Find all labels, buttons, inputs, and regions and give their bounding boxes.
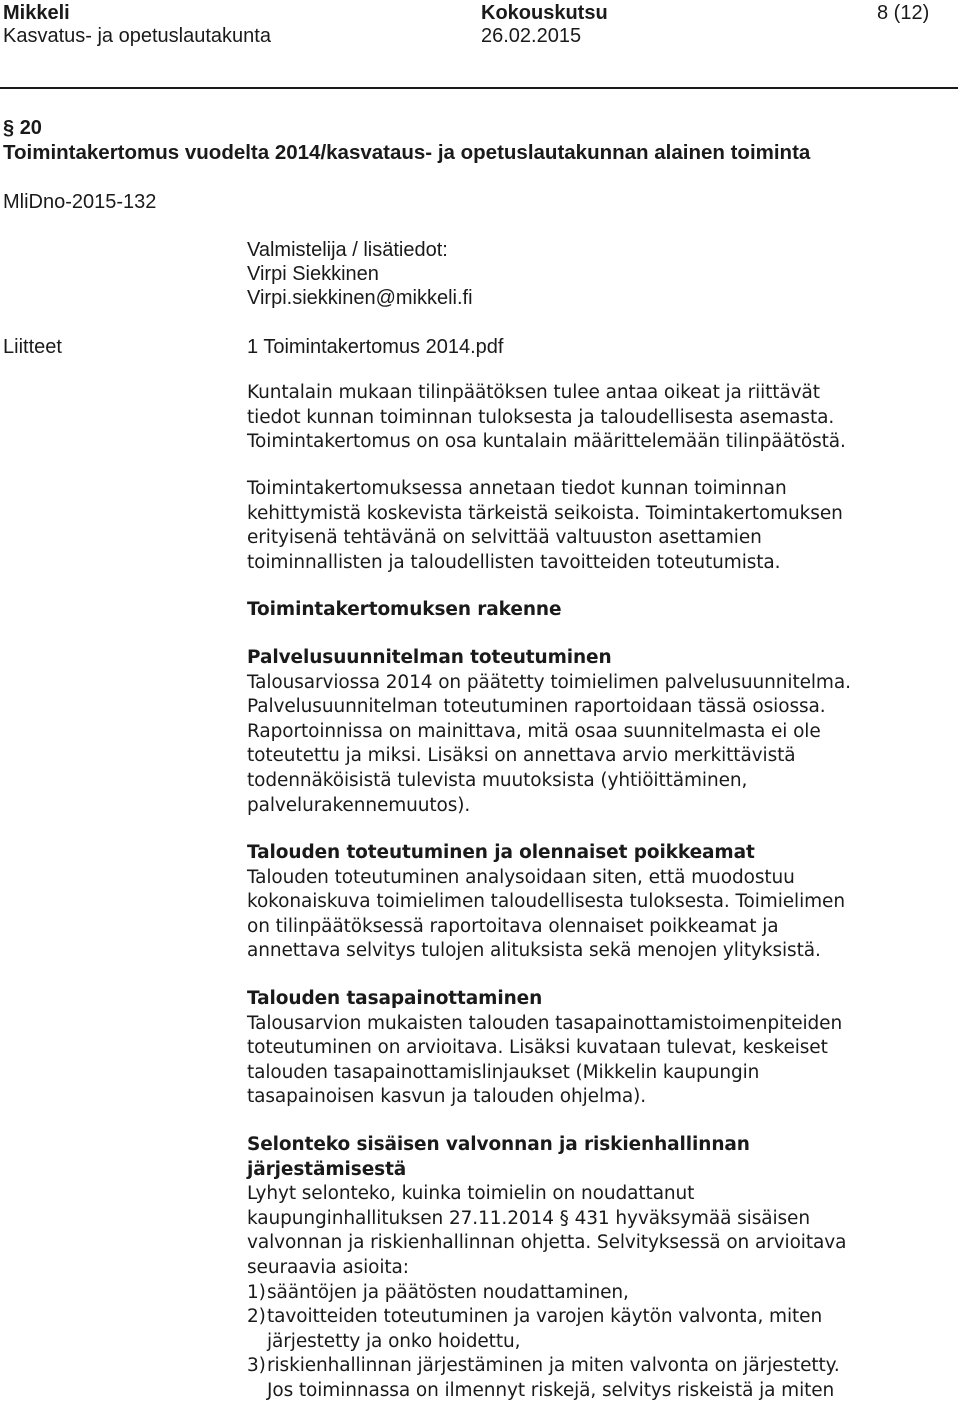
text-line: seuraavia asioita: xyxy=(247,1256,409,1278)
heading-structure: Toimintakertomuksen rakenne xyxy=(247,599,562,620)
heading-service-plan: Palvelusuunnitelman toteutuminen xyxy=(247,647,612,668)
section-sign: § xyxy=(3,117,15,139)
text-line: Palvelusuunnitelman toteutuminen raportoidaan tässä osiossa. xyxy=(247,696,826,718)
text-line: Kuntalain mukaan tilinpäätöksen tulee antaa oikeat ja riittävät xyxy=(247,382,820,403)
text-line: Talouden toteutuminen analysoidaan siten, että muodostuu xyxy=(247,866,795,888)
text-line: kehittymistä koskevista tärkeistä seikoista. Toimintakertomuksen xyxy=(247,502,843,524)
header-divider xyxy=(0,87,958,89)
text-line: tiedot kunnan toiminnan tuloksesta ja taloudellisesta asemasta. xyxy=(247,406,835,428)
text-line: Lyhyt selonteko, kuinka toimielin on noudattanut xyxy=(247,1183,695,1205)
text-line: riskienhallinnan järjestäminen ja miten valvonta on järjestetty. xyxy=(267,1355,840,1377)
preparer-block xyxy=(247,238,473,310)
heading-balance: Talouden tasapainottaminen xyxy=(247,988,543,1009)
text-line: Talousarvion mukaisten talouden tasapainottamistoimenpiteiden xyxy=(247,1012,843,1034)
heading-internal-control: Selonteko sisäisen valvonnan ja riskienhallinnan xyxy=(247,1134,750,1155)
text-line: sääntöjen ja päätösten noudattaminen, xyxy=(267,1281,629,1303)
text-line: kokonaiskuva toimielimen taloudellisesta tuloksesta. Toimielimen xyxy=(247,891,845,913)
text-line: toteutettu ja miksi. Lisäksi on annettava arvio merkittävistä xyxy=(247,745,796,767)
section-internal-control xyxy=(247,1133,947,1404)
text-line: Talousarviossa 2014 on päätetty toimielimen palvelusuunnitelma. xyxy=(247,671,851,693)
text-line: on tilinpäätöksessä raportoitava olennaiset poikkeamat ja xyxy=(247,915,779,937)
header-doc-type: Kokouskutsu xyxy=(481,2,608,24)
list-number: 2) xyxy=(247,1306,266,1328)
text-line: todennäköisistä tulevista muutoksista (yhtiöittäminen, xyxy=(247,769,748,791)
item-number xyxy=(3,116,42,140)
section-finance xyxy=(247,841,947,964)
header-org: Mikkeli xyxy=(3,2,70,24)
text-line: valvonnan ja riskienhallinnan ohjetta. Selvityksessä on arvioitava xyxy=(247,1232,847,1254)
section-service-plan xyxy=(247,646,947,818)
text-line: erityisenä tehtävänä on selvittää valtuuston asettamien xyxy=(247,527,762,549)
heading-internal-control-cont: järjestämisestä xyxy=(247,1158,407,1180)
text-line: Jos toiminnassa on ilmennyt riskejä, selvitys riskeistä ja miten xyxy=(267,1379,835,1401)
text-line: tavoitteiden toteutuminen ja varojen käytön valvonta, miten xyxy=(267,1306,823,1328)
document-number: MliDno-2015-132 xyxy=(3,191,157,213)
preparer-email: Virpi.siekkinen@mikkeli.fi xyxy=(247,287,473,309)
text-line: talouden tasapainottamislinjaukset (Mikkelin kaupungin xyxy=(247,1061,760,1083)
list-number: 3) xyxy=(247,1355,266,1377)
text-line: Toimintakertomuksessa annetaan tiedot kunnan toiminnan xyxy=(247,478,787,499)
text-line: järjestetty ja onko hoidettu, xyxy=(267,1330,521,1352)
text-line: palvelurakennemuutos). xyxy=(247,794,471,816)
text-line: toteutuminen on arvioitava. Lisäksi kuvataan tulevat, keskeiset xyxy=(247,1037,828,1059)
header-committee: Kasvatus- ja opetuslautakunta xyxy=(3,25,271,47)
list-number: 1) xyxy=(247,1281,266,1303)
section-balance xyxy=(247,987,947,1110)
header-date: 26.02.2015 xyxy=(481,25,582,47)
text-line: toiminnallisten ja taloudellisten tavoitteiden toteutumista. xyxy=(247,551,781,573)
item-number-value: 20 xyxy=(19,117,42,139)
preparer-label: Valmistelija / lisätiedot: xyxy=(247,239,448,261)
text-line: Raportoinnissa on mainittava, mitä osaa suunnitelmasta ei ole xyxy=(247,720,821,742)
text-line: kaupunginhallituksen 27.11.2014 § 431 hyväksymää sisäisen xyxy=(247,1207,810,1229)
list-item xyxy=(247,1305,947,1354)
header-page-number: 8 (12) xyxy=(877,2,930,24)
list-item xyxy=(247,1354,947,1403)
attachments-label: Liitteet xyxy=(3,336,62,358)
paragraph-intro xyxy=(247,381,947,455)
heading-finance: Talouden toteutuminen ja olennaiset poikkeamat xyxy=(247,842,755,863)
item-title: Toimintakertomus vuodelta 2014/kasvataus- ja opetuslautakunnan alainen toiminta xyxy=(3,141,811,164)
attachment-item: 1 Toimintakertomus 2014.pdf xyxy=(247,336,504,358)
preparer-name: Virpi Siekkinen xyxy=(247,263,379,285)
text-line: annettava selvitys tulojen alituksista sekä menojen ylityksistä. xyxy=(247,940,821,962)
text-line: tasapainoisen kasvun ja talouden ohjelma). xyxy=(247,1086,647,1108)
list-item xyxy=(247,1281,947,1306)
paragraph-purpose xyxy=(247,477,947,575)
text-line: Toimintakertomus on osa kuntalain määrittelemään tilinpäätöstä. xyxy=(247,431,846,453)
